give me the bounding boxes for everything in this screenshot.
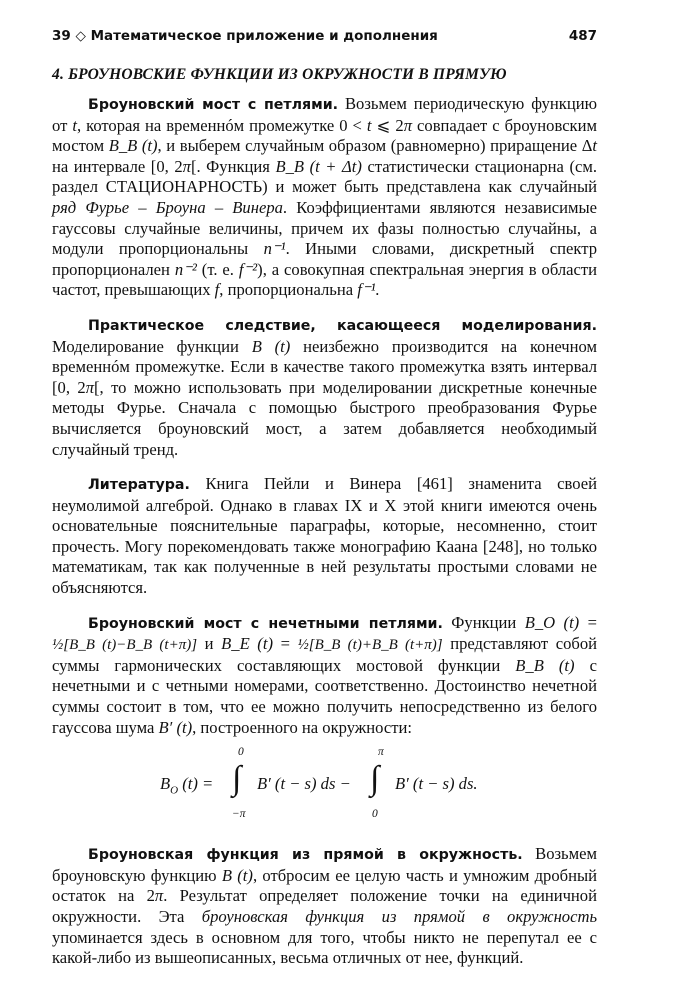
integral1-lower: −π bbox=[232, 808, 246, 821]
section-title: 4. БРОУНОВСКИЕ ФУНКЦИИ ИЗ ОКРУЖНОСТИ В ПРЯМУЮ bbox=[52, 66, 507, 83]
paragraph-modeling: Практическое следствие, касающееся моделирования. Моделирование функции B (t) неизбежно производится на конечном временнóм промежутке. Если в качестве такого промежутка взять интервал [0, 2π[, то можно использовать при моделировании дискретные конечные методы Фурье. Сначала с помощью быстрого преобразования Фурье вычисляется броуновский мост, а затем добавляется необходимый случайный тренд. bbox=[52, 317, 598, 459]
lead-line-to-circle: Броуновская функция из прямой в окружность. bbox=[88, 847, 523, 864]
integral2-lower: 0 bbox=[372, 808, 378, 821]
integral1-sign: ∫ bbox=[232, 760, 242, 798]
running-header bbox=[52, 28, 597, 44]
lead-bridge-loops: Броуновский мост с петлями. bbox=[88, 97, 339, 113]
integral2-upper: π bbox=[378, 746, 384, 759]
integral2-body: B′ (t − s) ds. bbox=[395, 774, 478, 794]
header-section: 39 ◇ Математическое приложение и дополнения bbox=[52, 28, 438, 44]
page bbox=[52, 28, 597, 983]
paragraph-bridge-loops: Броуновский мост с петлями. Возьмем периодическую функцию от t, которая на временнóм промежутке 0 < t ⩽ 2π совпадает с броуновским мостом B_B (t), и выберем случайным образом (равномерно) приращение Δt на интервале [0, 2π[. Функция B_B (t + Δt) статистически стационарна (см. раздел СТАЦИОНАРНОСТЬ) и может быть представлена как случайный ряд Фурье – Броуна – Винера. Коэффициентами являются независимые гауссовы случайные величины, причем их фазы полностью случайны, а модули пропорциональны n⁻¹. Иными словами, дискретный спектр пропорционален n⁻² (т. е. f⁻²), а совокупная спектральная энергия в области частот, превышающих f, пропорциональна f⁻¹. bbox=[52, 94, 597, 300]
page-number: 487 bbox=[568, 28, 597, 44]
integral1-body: B′ (t − s) ds − bbox=[257, 774, 351, 794]
display-formula bbox=[52, 744, 597, 830]
lead-literature: Литература. bbox=[88, 477, 190, 494]
paragraph-odd-loops: Броуновский мост с нечетными петлями. Функции B_O (t) = ½[B_B (t)−B_B (t+π)] и B_E (t) = ½[B_B (t)+B_B (t+π)] представляют собой суммы гармонических составляющих мостовой функции B_B (t) с нечетными и с четными номерами, соответственно. Достоинство нечетной суммы состоит в том, что ее можно получить непосредственно из белого гауссова шума B′ (t), построенного на окружности: bbox=[52, 612, 597, 737]
paragraph-line-to-circle: Броуновская функция из прямой в окружность. Возьмем броуновскую функцию B (t), отбросим ее целую часть и умножим дробный остаток на 2π. Результат определяет положение точки на единичной окружности. Эта броуновская функция из прямой в окружность упоминается здесь в основном для того, чтобы никто не перепутал ее с какой-либо из вышеописанных, весьма отличных от нее, функций. bbox=[52, 844, 598, 968]
paragraph-literature: Литература. Книга Пейли и Винера [461] знаменита своей неумолимой алгеброй. Однако в главах IX и X этой книги имеются очень основательные пояснительные параграфы, которые, несомненно, стоит прочесть. Могу порекомендовать также монографию Каана [248], но только математикам, так как полученные в ней результаты простыми словами не объясняются. bbox=[52, 474, 597, 598]
formula-lhs: $B_O$ (t) = bbox=[160, 774, 214, 797]
lead-modeling: Практическое следствие, касающееся моделирования. bbox=[88, 317, 597, 334]
integral1-upper: 0 bbox=[238, 746, 244, 759]
integral2-sign: ∫ bbox=[370, 760, 380, 798]
lead-odd-loops: Броуновский мост с нечетными петлями. bbox=[88, 615, 443, 632]
